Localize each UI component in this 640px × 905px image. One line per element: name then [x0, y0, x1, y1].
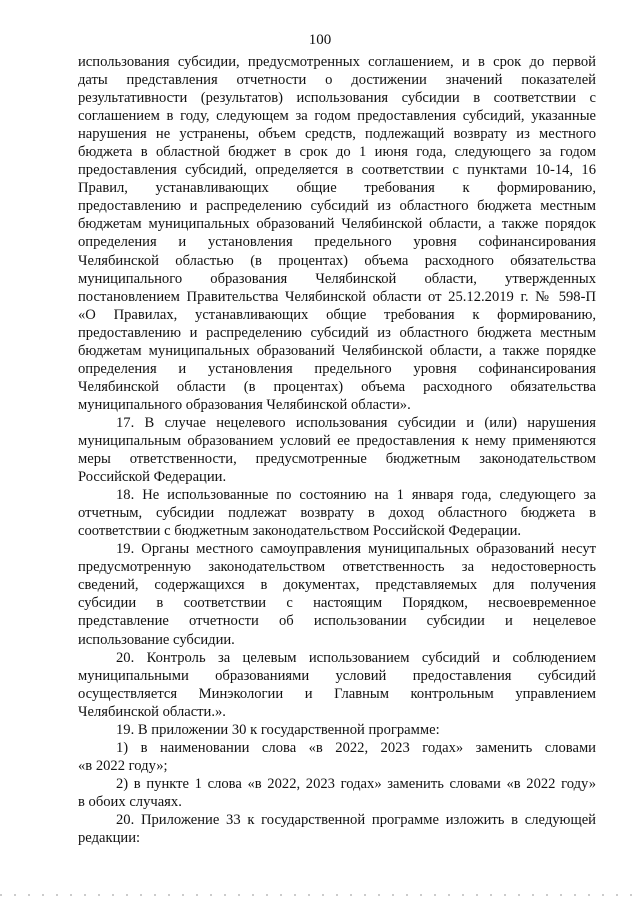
text-line: 2) в пункте 1 слова «в 2022, 2023 годах» заменить словами «в 2022 году» [116, 775, 596, 792]
text-line: «в 2022 году»; [78, 757, 168, 774]
text-line: представление отчетности об использовании субсидии и нецелевое [78, 613, 596, 630]
text-line: даты представления отчетности о достижении значений показателей [78, 72, 596, 89]
text-line: результативности (результатов) использования субсидии в соответствии с [78, 90, 596, 107]
text-line: 19. В приложении 30 к государственной программе: [116, 721, 440, 738]
text-line: в обоих случаях. [78, 793, 182, 810]
text-line: Российской Федерации. [78, 469, 227, 486]
text-line: субсидии в соответствии с настоящим Порядком, несвоевременное [78, 595, 596, 612]
text-line: 17. В случае нецелевого использования субсидии и (или) нарушения [116, 414, 596, 431]
text-line: отчетным, субсидии подлежат возврату в доход областного бюджета в [78, 505, 596, 522]
text-line: редакции: [78, 830, 141, 847]
text-line: бюджета в областной бюджет в срок до 1 июня года, следующего за годом [78, 144, 596, 161]
text-line: предоставлению и распределению субсидий из областного бюджета местным [78, 198, 596, 215]
text-line: предусмотренную законодательством ответственность за недостоверность [78, 559, 596, 576]
text-line: муниципального образования Челябинской области, утвержденных [78, 270, 596, 287]
text-line: бюджетам муниципальных образований Челябинской области, а также порядке [78, 342, 596, 359]
text-line: соглашением в году, следующем за годом предоставления субсидий, указанные [78, 108, 596, 125]
text-line: соответствии с бюджетным законодательством Российской Федерации. [78, 523, 522, 540]
text-line: бюджетам муниципальных образований Челябинской области, а также порядок [78, 216, 596, 233]
text-line: 20. Контроль за целевым использованием субсидий и соблюдением [116, 649, 596, 666]
text-line: сведений, содержащихся в документах, представляемых для получения [78, 577, 596, 594]
text-line: постановлением Правительства Челябинской области от 25.12.2019 г. № 598-П [78, 288, 596, 305]
text-line: предоставления субсидий, определяется в соответствии с пунктами 10-14, 16 [78, 162, 596, 179]
text-line: муниципальными образованиями условий предоставления субсидий [78, 667, 596, 684]
text-line: 20. Приложение 33 к государственной программе изложить в следующей [116, 811, 596, 828]
text-line: осуществляется Минэкологии и Главным контрольным управлением [78, 685, 596, 702]
text-line: использования субсидии, предусмотренных соглашением, и в срок до первой [78, 54, 596, 70]
text-line: «О Правилах, устанавливающих общие требования к формированию, [78, 306, 596, 323]
text-line: меры ответственности, предусмотренные бюджетным законодательством [78, 451, 596, 468]
text-line: предоставлению и распределению субсидий из областного бюджета местным [78, 324, 596, 341]
text-line: 1) в наименовании слова «в 2022, 2023 годах» заменить словами [116, 739, 596, 756]
text-line: Челябинской области.». [78, 703, 226, 720]
text-line: использование субсидии. [78, 631, 235, 648]
text-line: определения и установления предельного уровня софинансирования [78, 234, 596, 251]
scan-artifact-line [0, 894, 640, 896]
text-line: определения и установления предельного уровня софинансирования [78, 360, 596, 377]
text-line: Челябинской области (в процентах) объема расходного обязательства [78, 378, 596, 395]
text-line: Челябинской областью (в процентах) объема расходного обязательства [78, 252, 596, 269]
page-number: 100 [308, 32, 332, 48]
document-body [78, 53, 596, 847]
text-line: муниципальным образованием условий ее предоставления к нему применяются [78, 432, 596, 449]
text-line: 18. Не использованные по состоянию на 1 января года, следующего за [116, 487, 596, 504]
text-line: нарушения не устранены, объем средств, подлежащий возврату из местного [78, 126, 596, 143]
text-line: муниципального образования Челябинской области». [78, 396, 411, 413]
text-line: 19. Органы местного самоуправления муниципальных образований несут [116, 541, 596, 558]
text-line: Правил, устанавливающих общие требования к формированию, [78, 180, 596, 197]
